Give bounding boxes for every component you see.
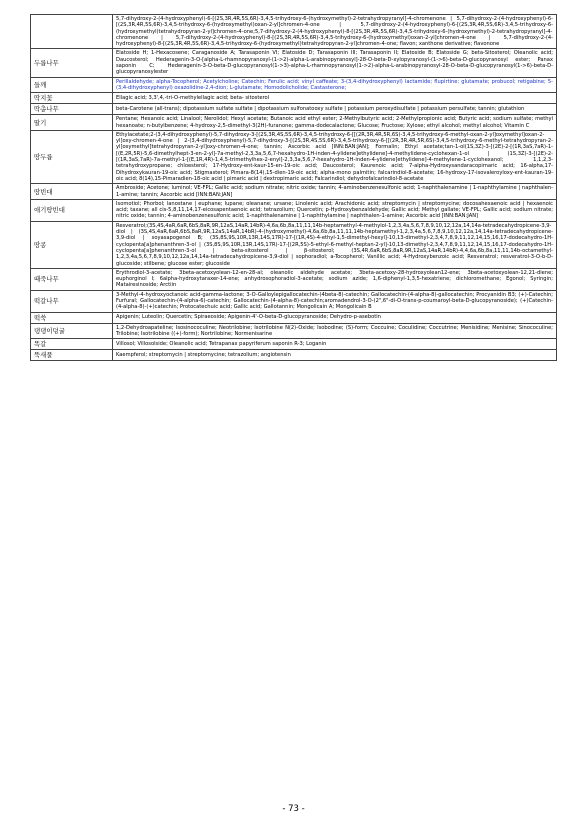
compound-list-cell: Kaempferol; streptomycin | streptomycine; tetrazolium; angiotensin: [113, 350, 557, 361]
table-row: [31, 312, 557, 323]
table-row: [31, 350, 557, 361]
compound-list-cell: Apigenin; Luteolin; Quercetin; Spiraeoside; Apigenin-4'-O-beta-D-glucopyranoside; Dehydro-p-asebotin: [113, 312, 557, 323]
table-row: [31, 323, 557, 339]
compound-list-cell: Elatoside H; 1-Hexacosene; Caraganoside A; Tarasaponin VI; Elatoside D; Tarasaponin III; Tarasaponin II; Elatoside B; Elatoside G; beta-Sitosterol; Oleanolic acid; Daucosterol; Hederagenin-3-O-[alpha-L-rhamnopyranosyl-(1->2)-alpha-L-arabinopyranosyl]-28-O-beta-D-xylopyranosyl-(1->6)-beta-D-glucopyranosyl ester; Panax saponin C; Hederagenin-3-O-beta-D-glucopyranosyl(1->3)-alpha-L-rhamnopyranosyl(1->2)-alpha-L-arabinopyranosyl-28-O-beta-D-glucopyranosyl(1->6)-beta-D-glucopyranosylester: [113, 49, 557, 77]
compound-list-cell: Villosol; Villosolside; Oleanolic acid; Tetrapanax papyriferum saponin R-3; Loganin: [113, 339, 557, 350]
compound-list-cell: Ethylacetate;2-(3,4-dihydroxyphenyl)-5,7-dihydroxy-3-[(2S,3R,4S,5S,6R)-3,4,5-trihydroxy-6-[[(2R,3R,4R,5R,6S)-3,4,5-trihydroxy-6-methyl-oxan-2-yl]oxymethyl]oxan-2-yl]oxy-chromen-4-one | 2-(3,4-dihydroxyphenyl)-5,7-dihydroxy-3-[(2S,3R,4S,5S,6R)-3,4,5-trihydroxy-6-[[(2R,3R,4R,5R,6S)-3,4,5-trihydroxy-6-methyl-tetrahydropyran-2-yl]oxymethyl]tetrahydropyran-2-yl]oxy-chromen-4-one; tannin; Ascorbic acid [INN:BAN:JAN]; Formalin; Ethyl acetate;tan-1-ol(1S,3Z)-3-[(2E)-2-[(1R,3aS,7aR)-1-[(E,2R,5R)-5,6-dimethylhept-3-en-2-yl]-7a-methyl-2,3,3a,5,6,7-hexahydro-1H-inden-4-ylidene]ethylidene]-4-methylidene-cyclohexan-1-ol | (1S,3Z)-3-[(2E)-2-[(1R,3aS,7aR)-7a-methyl-1-[(E,1R,4R)-1,4,5-trimethylhex-2-enyl]-2,3,3a,5,6,7-hexahydro-1H-inden-4-ylidene]ethylidene]-4-methylene-1-cyclohexanol; 1,1,2,3-tetrahydroxypropane; chloesterol; 17-Hydroxy-ent-kaur-15-en-19-oic acid; Daucosterol; Kaurenoic acid; 7-alpha-Hydroxysandaracopimaric acid; 16-alpha,17-Dihydroxykauran-19-oic acid; Stigmasterol; Pimara-8(14),15-dien-19-oic acid; alpha-mono palmitin; falcarindiol-8-acetate; 16-hydroxy-17-isovaleroyloxy-ent-kauran-19-oic acid; 8(14),15-Pimaradien-18-oic acid | pimaric acid | dextropimaric acid; Falcarindiol; dehydrofalcarindiol-8-acetate: [113, 130, 557, 183]
table-row: [31, 93, 557, 104]
plant-name-cell: 딱총나무: [31, 104, 113, 115]
table-row: [31, 221, 557, 268]
plant-name-cell: 떡갈나무: [31, 290, 113, 312]
plant-name-cell: 들깨: [31, 77, 113, 93]
compound-list-cell: 5,7-dihydroxy-2-(4-hydroxyphenyl)-6-[(2S,3R,4R,5S,6R)-3,4,5-trihydroxy-6-(hydroxymethyl)-2-tetrahydropyranyl]-4-chromenone | 5,7-dihydroxy-2-(4-hydroxyphenyl)-6-[(2S,3R,4R,5S,6R)-3,4,5-trihydroxy-6-(hydroxymethyl)oxan-2-yl]chromen-4-one | 5,7-dihydroxy-2-(4-hydroxyphenyl)-6-[(2S,3R,4R,5S,6R)-3,4,5-trihydroxy-6-(hydroxymethyl)tetrahydropyran-2-yl]chromen-4-one;5,7-dihydroxy-2-(4-hydroxyphenyl)-8-[(2S,3R,4R,5S,6R)-3,4,5-trihydroxy-6-(hydroxymethyl)-2-tetrahydropyranyl]-4-chromenone | 5,7-dihydroxy-2-(4-hydroxyphenyl)-8-[(2S,3R,4R,5S,6R)-3,4,5-trihydroxy-6-(hydroxymethyl)oxan-2-yl]chromen-4-one | 5,7-dihydroxy-2-(4-hydroxyphenyl)-8-[(2S,3R,4R,5S,6R)-3,4,5-trihydroxy-6-(hydroxymethyl)tetrahydropyran-2-yl]chromen-4-one; flavon; xanthone derivative; flavonone: [113, 15, 557, 49]
plant-name-cell: 땅빈대: [31, 184, 113, 200]
table-row: [31, 77, 557, 93]
page-number: - 73 -: [282, 804, 305, 814]
plant-name-cell: 두릅나무: [31, 49, 113, 77]
plant-name-cell: 딱지꽃: [31, 93, 113, 104]
compound-list-cell: Ambroside; Acetone; luminol; VE-FPL; Gallic acid; sodium nitrate; nitric oxide; tannin; 4-aminobenzenesulfonic acid; 1-naphthalenamine | 1-naphthylamine | naphthalen-1-amine; tannin; Ascorbic acid [INN:BAN:JAN]: [113, 184, 557, 200]
plant-name-cell: 딸기: [31, 115, 113, 131]
table-row: [31, 15, 557, 49]
compound-list-cell: Pentane; Hexanoic acid; Linalool; Nerolidol; Hexyl acetate; Butanoic acid ethyl ester; 2-Methylbutyric acid; 2-Methylpropionic acid; Butyric acid; sodium sulfate; methyl hexanoate; n-butylbenzene; 4-hydroxy-2,5-dimethyl-3(2H)-furanone; gamma-dodecalactone; Glucose; Fructose; Xylose; ethyl alcohol; methyl alcohol; Vitamin C: [113, 115, 557, 131]
compound-table-body: [31, 15, 557, 361]
compound-list-cell: Ellagic acid; 3,3',4,-tri-O-methylellagic acid; beta- sitosterol: [113, 93, 557, 104]
compound-table: [30, 14, 557, 361]
table-row: [31, 339, 557, 350]
plant-name-cell: 똑갈: [31, 339, 113, 350]
table-row: [31, 115, 557, 131]
compound-list-cell: Erythrodiol-3-acetate; 3beta-acetoxyolean-12-en-28-al; oleanolic aldehyde acetate; 3beta-acetoxy-28-hydroxyolean12-ene; 3beta-acetoxyolean-12,21-diene; euphorginol I; 6alpha-hydroxytaraxer-14-ene; anhydrosophoradiol-3-acetate; sodium azide; 1,6-diphenyl-1,3,5-hexatriene; dichloromethane; Egonol; Syringin; Matairesinoside; Arctiin: [113, 268, 557, 290]
plant-name-cell: 땅두릅: [31, 130, 113, 183]
table-row: [31, 268, 557, 290]
table-row: [31, 290, 557, 312]
table-row: [31, 49, 557, 77]
compound-list-cell: beta-Carotene (all-trans); dipotassium sulfate sulfate | dipotassium sulfonatooxy sulfate | potassium peroxydisulfate | potassium persulfate; tannin; glutathion: [113, 104, 557, 115]
plant-name-cell: 땅콩: [31, 221, 113, 268]
plant-name-cell: [31, 15, 113, 49]
compound-list-cell: 3-Methyl-4-hydroxyoctanoic acid-gamma-lactone; 3-O-Galloylepigallocatechin-(4beta-8)-catechin; Gallocatechin-(4-alpha-8)-gallocatechin; Procyanidin B3; (+)-Catechin; Furfural; Gallocatechin-(4-alpha-6)-catechin; Gallocatechin-(4-alpha-8)-catechin;aromadendrol-3-O-(2",6"-di-O-trans-p-coumaroyl-beta-D-glucopyranoside); (+)Catechin-(4-alpha-8)-(+)catechin; Protocatechuic acid; Gallic acid; Gallotannin; Mongolicain A; Mongolicain B: [113, 290, 557, 312]
table-row: [31, 199, 557, 221]
compound-list-cell: 1,2-Dehydroapateline; Isosinococuline; Neotrilobine; Isotrilobine N(2)-Oxide; Isobodine; (S)-form; Coccuine; Coculidine; Coccutrine; Menisidine; Menisine; Sinococuline; Trilobine; Isotrilobine ((+)-form); Nortrilobine; Normenisarine: [113, 323, 557, 339]
plant-name-cell: 때죽나무: [31, 268, 113, 290]
compound-list-cell: Resveratrol;(3S,4S,4aR,6aR,6bS,8aR,9R,12aS,14aR,14bR)-4,6a,6b,8a,11,11,14b-heptamethyl-4-methylol-1,2,3,4a,5,6,7,8,9,10,12,12a,14,14a-tetradecahydropicene-3,9-diol | (3S,4S,4aR,6aR,6bS,8aR,9R,12aS,14aR,14bR)-4-(hydroxymethyl)-4,6a,6b,8a,11,11,14b-heptamethyl-1,2,3,4a,5,6,7,8,9,10,12,12a,14,14a-tetradecahydropicene-3,9-diol | soyasapogenol B; (3S,8S,9S,10R,13R,14S,17R)-17-[(1R,4S)-4-ethyl-1,5-dimethyl-hexyl]-10,13-dimethyl-2,3,4,7,8,9,11,12,14,15,16,17-dodecahydro-1H-cyclopenta[a]phenanthren-3-ol | (3S,8S,9S,10R,13R,14S,17R)-17-[(2R,5S)-5-ethyl-6-methyl-heptan-2-yl]-10,13-dimethyl-2,3,4,7,8,9,11,12,14,15,16,17-dodecahydro-1H-cyclopenta[a]phenanthren-3-ol | beta-sitosterol | β-sitosterol; (3S,4R,6aR,6bS,8aR,9R,12aS,14aR,14bR)-4,4,6a,6b,8a,11,11,14b-octamethyl-1,2,3,4a,5,6,7,8,9,10,12,12a,14,14a-tetradecahydropicene-3,9-diol | sophoradiol; a-Tocopherol; Vanillic acid; 4-Hydroxybenzoic acid; Resveratrol; resveratrol-3-O-b-D-glucoside; stilbene; glucose ester; glucoside: [113, 221, 557, 268]
table-row: [31, 104, 557, 115]
plant-name-cell: 애기땅빈대: [31, 199, 113, 221]
plant-name-cell: 댕댕이덩굴: [31, 323, 113, 339]
compound-list-cell: Isomotiol; Phorbol; lanostane | euphane; lupane; oleanane; ursane; Linolenic acid; Arachidonic acid; streptomycin | streptomycine; docosahexaenoic acid | hexaenoic acid; taxane; all cis-5,8,11,14,17-eicosapentaenoic acid; tetrazolium; Quercetin; p-Hydroxybenzaldehyde; Gallic acid; Methyl gallate; VE-FPL; Gallic acid; sodium nitrate; nitric oxide; tannin; 4-aminobenzenesulfonic acid; 1-naphthalenamine | 1-naphthylamine | naphthalen-1-amine; Ascorbic acid [INN:BAN:JAN]: [113, 199, 557, 221]
table-row: [31, 130, 557, 183]
table-row: [31, 184, 557, 200]
plant-name-cell: 뚝새풀: [31, 350, 113, 361]
compound-list-cell: Perillaldehyde; alpha-Tocopherol; Acetylcholine; Catechin; Ferulic acid; vinyl caffeate; 3-(3,4-dihydroxyphenyl) lactamide; flupirtine; glutamate; probucol; retigabine; 5-(3,4-dihydroxyphenyl) oxazolidine-2,4-dion; L-glutamate; Homodolicholide; Castasterone;: [113, 77, 557, 93]
plant-name-cell: 떡쑥: [31, 312, 113, 323]
